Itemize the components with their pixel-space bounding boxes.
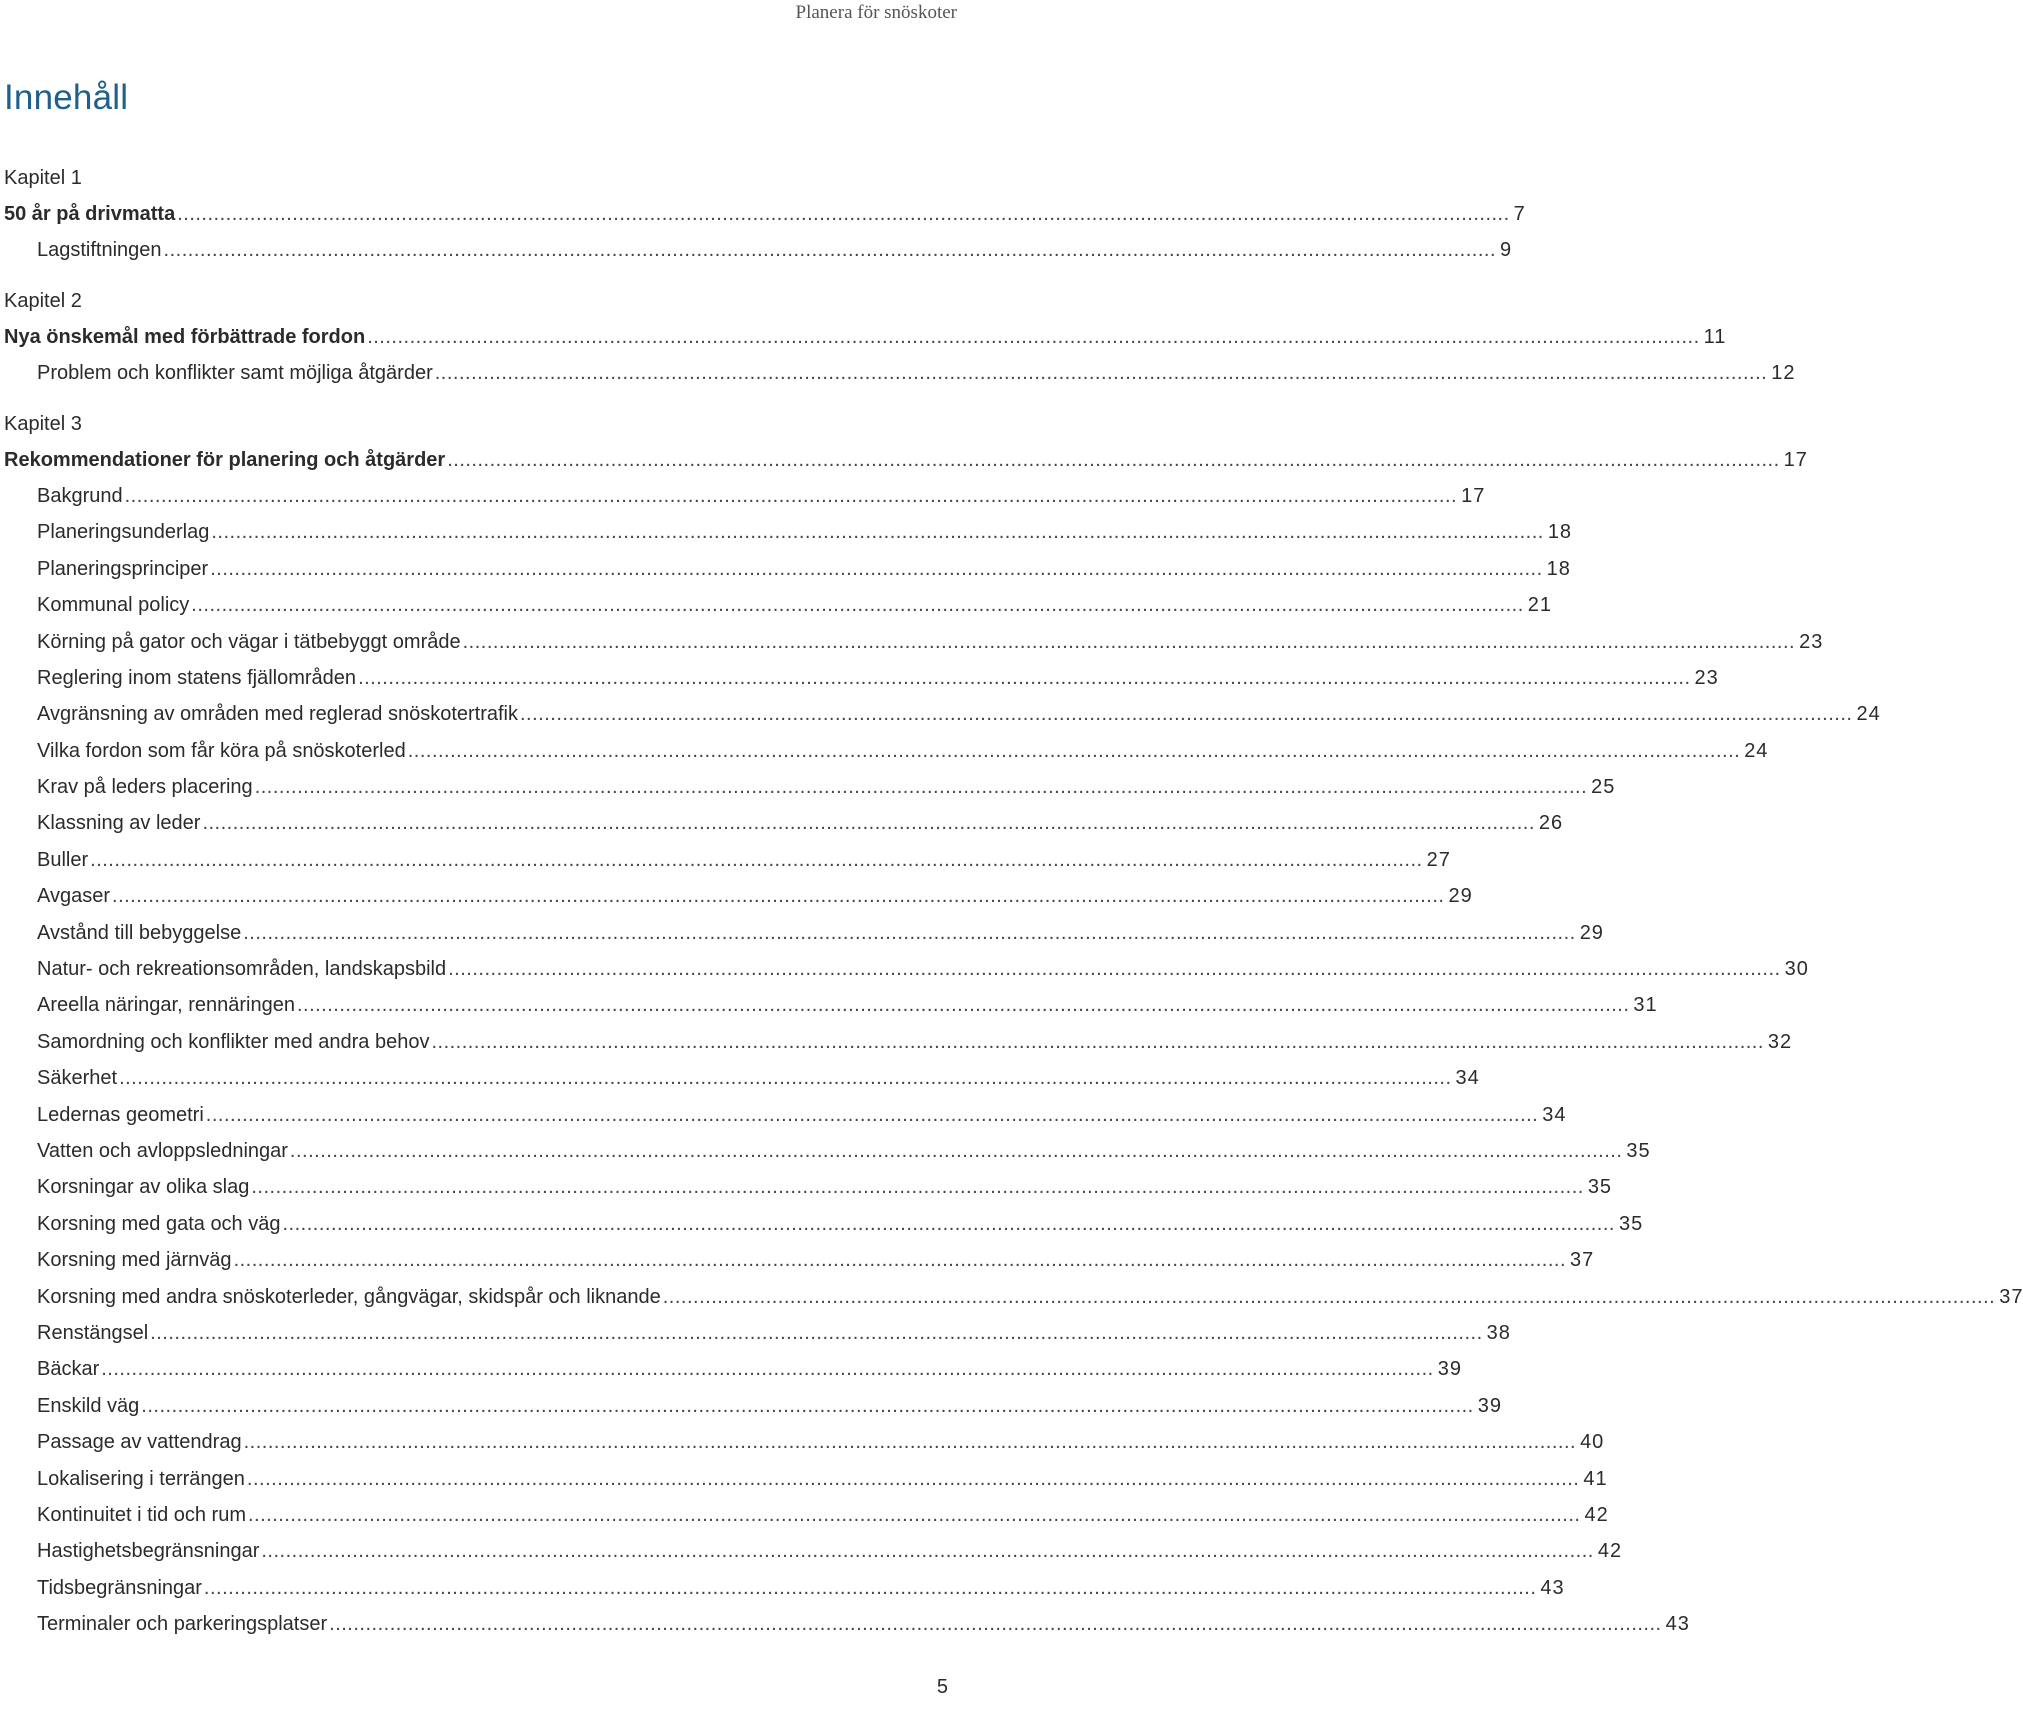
toc-entry-title: Lagstiftningen <box>37 239 162 262</box>
page-number: 5 <box>936 1676 948 1698</box>
toc-entry-page: 9 <box>1500 239 1513 262</box>
toc-entry-title: Nya önskemål med förbättrade fordon <box>4 325 366 348</box>
toc-entry[interactable] <box>4 951 1809 987</box>
toc-entry-title: Areella näringar, rennäringen <box>37 994 295 1017</box>
toc-entry-title: Körning på gator och vägar i tätbebyggt område <box>37 630 461 653</box>
toc-chapter-heading[interactable] <box>4 196 1526 232</box>
toc-entry-page: 26 <box>1538 812 1564 835</box>
toc-entry-page: 25 <box>1591 776 1616 799</box>
toc-entry-title: Problem och konflikter samt möjliga åtgärder <box>37 362 433 385</box>
toc-entry-page: 38 <box>1486 1321 1511 1344</box>
dot-leader: ............................................................................................................................................................................................................................ <box>150 1321 1483 1344</box>
toc-entry-page: 35 <box>1626 1139 1651 1162</box>
toc-entry-title: Bäckar <box>37 1358 100 1381</box>
toc-entry-title: Passage av vattendrag <box>37 1431 242 1454</box>
toc-entry-page: 32 <box>1767 1030 1793 1053</box>
toc-entry-title: Hastighetsbegränsningar <box>37 1540 260 1563</box>
dot-leader: ............................................................................................................................................................................................................................ <box>203 1576 1537 1599</box>
toc-entry-page: 29 <box>1579 921 1604 944</box>
dot-leader: ............................................................................................................................................................................................................................ <box>112 885 1445 908</box>
dot-leader: ............................................................................................................................................................................................................................ <box>90 848 1423 871</box>
dot-leader: ............................................................................................................................................................................................................................ <box>202 812 1535 835</box>
toc-entry-title: Bakgrund <box>37 484 123 507</box>
toc-entry[interactable] <box>4 514 1573 550</box>
toc-entry[interactable] <box>4 842 1451 878</box>
toc-entry[interactable] <box>4 805 1564 841</box>
dot-leader: ............................................................................................................................................................................................................................ <box>462 630 1796 653</box>
toc-entry-page: 23 <box>1694 666 1719 689</box>
toc-entry-page: 18 <box>1546 557 1571 580</box>
toc-entry-title: Korsning med gata och väg <box>37 1212 281 1235</box>
toc-entry[interactable] <box>4 1060 1480 1096</box>
dot-leader: ............................................................................................................................................................................................................................ <box>289 1139 1623 1162</box>
toc-entry-page: 37 <box>1999 1285 2023 1308</box>
toc-entry-page: 42 <box>1584 1503 1609 1526</box>
toc-entry-page: 11 <box>1703 325 1727 348</box>
dot-leader: ............................................................................................................................................................................................................................ <box>246 1467 1580 1490</box>
toc-entry-page: 23 <box>1799 630 1824 653</box>
dot-leader: ............................................................................................................................................................................................................................ <box>119 1067 1452 1090</box>
dot-leader: ............................................................................................................................................................................................................................ <box>367 325 1700 348</box>
toc-entry-title: Korsning med andra snöskoterleder, gångvägar, skidspår och liknande <box>37 1285 661 1308</box>
toc-entry[interactable] <box>4 1424 1605 1460</box>
toc-entry-title: Kontinuitet i tid och rum <box>37 1503 246 1526</box>
toc-entry[interactable] <box>4 733 1769 769</box>
toc-entry[interactable] <box>4 1351 1462 1387</box>
toc-entry-title: Klassning av leder <box>37 812 201 835</box>
toc-entry-title: Enskild väg <box>37 1394 140 1417</box>
toc-entry[interactable] <box>4 1024 1793 1060</box>
toc-entry[interactable] <box>4 1279 2023 1315</box>
toc-entry-page: 40 <box>1580 1431 1605 1454</box>
dot-leader: ............................................................................................................................................................................................................................ <box>124 484 1458 507</box>
toc-entry-title: Kommunal policy <box>37 594 190 617</box>
toc-entry-page: 43 <box>1665 1613 1690 1636</box>
toc-entry-page: 35 <box>1587 1176 1613 1199</box>
dot-leader: ............................................................................................................................................................................................................................ <box>296 994 1630 1017</box>
toc-entry-title: Avstånd till bebyggelse <box>37 921 242 944</box>
toc-entry-title: Rekommendationer för planering och åtgärder <box>4 448 446 471</box>
toc-entry-title: Vilka fordon som får köra på snöskoterled <box>37 739 406 762</box>
toc-entry[interactable] <box>4 696 1881 732</box>
toc-entry-title: Renstängsel <box>37 1321 149 1344</box>
toc-entry-page: 35 <box>1618 1212 1644 1235</box>
toc-entry-title: Planeringsunderlag <box>37 521 210 544</box>
chapter-label: Kapitel 1 <box>4 167 82 189</box>
toc-entry-title: Natur- och rekreationsområden, landskapsbild <box>37 958 447 981</box>
dot-leader: ............................................................................................................................................................................................................................ <box>447 448 1780 471</box>
toc-entry-page: 34 <box>1455 1067 1480 1090</box>
toc-entry[interactable] <box>4 660 1719 696</box>
toc-entry-page: 24 <box>1856 703 1881 726</box>
toc-entry[interactable] <box>4 1606 1690 1642</box>
toc-chapter-heading[interactable] <box>4 319 1727 355</box>
toc-entry[interactable] <box>4 587 1553 623</box>
toc-entry[interactable] <box>4 1315 1511 1351</box>
toc-entry-title: Vatten och avloppsledningar <box>37 1139 288 1162</box>
toc-entry[interactable] <box>4 355 1796 391</box>
toc-entry[interactable] <box>4 1206 1644 1242</box>
toc-entry[interactable] <box>4 1388 1502 1424</box>
toc-entry[interactable] <box>4 1133 1651 1169</box>
dot-leader: ............................................................................................................................................................................................................................ <box>407 739 1741 762</box>
dot-leader: ............................................................................................................................................................................................................................ <box>243 921 1576 944</box>
toc-entry[interactable] <box>4 551 1571 587</box>
toc-entry-title: 50 år på drivmatta <box>4 203 176 225</box>
dot-leader: ............................................................................................................................................................................................................................ <box>251 1176 1584 1199</box>
chapter-label: Kapitel 3 <box>4 412 82 435</box>
toc-entry-page: 12 <box>1771 362 1796 385</box>
toc-entry-page: 24 <box>1744 739 1769 762</box>
dot-leader: ............................................................................................................................................................................................................................ <box>261 1540 1594 1563</box>
toc-entry[interactable] <box>4 1461 1608 1497</box>
toc-entry-title: Reglering inom statens fjällområden <box>37 666 357 689</box>
toc-entry[interactable] <box>4 1169 1613 1205</box>
dot-leader: ............................................................................................................................................................................................................................ <box>243 1431 1577 1454</box>
dot-leader: ............................................................................................................................................................................................................................ <box>520 703 1853 726</box>
toc-entry-page: 18 <box>1547 521 1573 544</box>
toc-chapter-heading[interactable] <box>4 442 1808 478</box>
toc-entry-title: Korsningar av olika slag <box>37 1176 250 1199</box>
toc-entry-title: Lokalisering i terrängen <box>37 1467 245 1490</box>
toc-entry-page: 34 <box>1542 1103 1567 1126</box>
dot-leader: ............................................................................................................................................................................................................................ <box>210 557 1543 580</box>
toc-entry-page: 7 <box>1513 203 1526 225</box>
toc-entry[interactable] <box>4 1097 1567 1133</box>
toc-entry-page: 27 <box>1426 848 1451 871</box>
toc-entry-page: 43 <box>1540 1576 1565 1599</box>
toc-entry-page: 29 <box>1448 885 1473 908</box>
toc-entry-page: 39 <box>1437 1358 1462 1381</box>
toc-entry-page: 41 <box>1583 1467 1608 1490</box>
dot-leader: ............................................................................................................................................................................................................................ <box>434 362 1768 385</box>
dot-leader: ............................................................................................................................................................................................................................ <box>329 1613 1662 1636</box>
dot-leader: ............................................................................................................................................................................................................................ <box>358 666 1691 689</box>
table-of-contents <box>4 160 2023 1642</box>
toc-entry[interactable] <box>4 1570 1565 1606</box>
running-header: Planera för snöskoter <box>795 2 957 23</box>
toc-title: Innehåll <box>4 78 129 117</box>
dot-leader: ............................................................................................................................................................................................................................ <box>177 203 1510 225</box>
toc-entry[interactable] <box>4 915 1604 951</box>
dot-leader: ............................................................................................................................................................................................................................ <box>233 1249 1567 1272</box>
toc-entry[interactable] <box>4 878 1473 914</box>
dot-leader: ............................................................................................................................................................................................................................ <box>205 1103 1539 1126</box>
toc-entry[interactable] <box>4 769 1616 805</box>
toc-entry-title: Säkerhet <box>37 1067 118 1090</box>
dot-leader: ............................................................................................................................................................................................................................ <box>662 1285 1996 1308</box>
dot-leader: ............................................................................................................................................................................................................................ <box>282 1212 1615 1235</box>
toc-entry-page: 17 <box>1783 448 1808 471</box>
toc-entry-title: Krav på leders placering <box>37 776 253 799</box>
dot-leader: ............................................................................................................................................................................................................................ <box>448 958 1781 981</box>
toc-entry[interactable] <box>4 478 1486 514</box>
toc-entry-title: Planeringsprinciper <box>37 557 209 580</box>
dot-leader: ............................................................................................................................................................................................................................ <box>431 1030 1764 1053</box>
toc-entry[interactable] <box>4 1497 1609 1533</box>
toc-entry-title: Buller <box>37 848 89 871</box>
toc-entry-title: Ledernas geometri <box>37 1103 204 1126</box>
toc-entry-page: 42 <box>1597 1540 1623 1563</box>
chapter-label: Kapitel 2 <box>4 289 82 312</box>
dot-leader: ............................................................................................................................................................................................................................ <box>163 239 1497 262</box>
dot-leader: ............................................................................................................................................................................................................................ <box>191 594 1524 617</box>
toc-entry-page: 30 <box>1784 958 1809 981</box>
toc-entry-title: Samordning och konflikter med andra behov <box>37 1030 430 1053</box>
toc-entry[interactable] <box>4 987 1658 1023</box>
toc-entry-title: Korsning med järnväg <box>37 1249 232 1272</box>
dot-leader: ............................................................................................................................................................................................................................ <box>211 521 1544 544</box>
toc-entry-page: 31 <box>1633 994 1658 1017</box>
dot-leader: ............................................................................................................................................................................................................................ <box>101 1358 1434 1381</box>
toc-entry[interactable] <box>4 1533 1623 1569</box>
dot-leader: ............................................................................................................................................................................................................................ <box>141 1394 1474 1417</box>
toc-entry-title: Avgränsning av områden med reglerad snöskotertrafik <box>37 703 518 726</box>
toc-entry-page: 39 <box>1477 1394 1502 1417</box>
toc-entry-page: 21 <box>1527 594 1553 617</box>
toc-entry-title: Avgaser <box>37 885 111 908</box>
toc-entry[interactable] <box>4 1242 1595 1278</box>
toc-entry-page: 17 <box>1461 484 1486 507</box>
toc-entry-page: 37 <box>1570 1249 1595 1272</box>
dot-leader: ............................................................................................................................................................................................................................ <box>248 1503 1581 1526</box>
toc-entry-title: Terminaler och parkeringsplatser <box>37 1613 328 1636</box>
dot-leader: ............................................................................................................................................................................................................................ <box>254 776 1588 799</box>
toc-entry-title: Tidsbegränsningar <box>37 1576 202 1599</box>
toc-entry[interactable] <box>4 232 1513 268</box>
toc-entry[interactable] <box>4 624 1824 660</box>
